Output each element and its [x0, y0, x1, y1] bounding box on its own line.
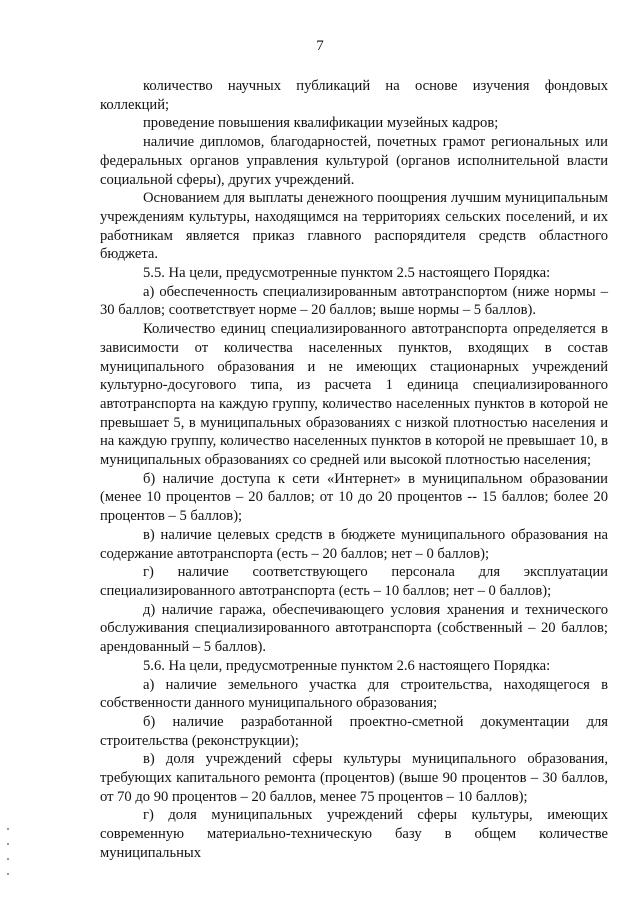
paragraph: проведение повышения квалификации музейных кадров;: [143, 115, 499, 132]
paragraph: 5.6. На цели, предусмотренные пунктом 2.6 настоящего Порядка:: [143, 657, 551, 674]
paragraph: Основанием для выплаты денежного поощрения лучшим муниципальным учреждениям культуры, находящимся на территориях сельских поселений, и их работникам является приказ главного распорядителя средств областного бюджета.: [100, 190, 608, 263]
scan-dot: [7, 843, 9, 845]
paragraph: а) наличие земельного участка для строительства, находящегося в собственности данного муниципального образования;: [100, 676, 608, 712]
paragraph: а) обеспеченность специализированным автотранспортом (ниже нормы – 30 баллов; соответствует норме – 20 баллов; выше нормы – 5 баллов).: [100, 283, 608, 319]
paragraph: б) наличие разработанной проектно-сметной документации для строительства (реконструкции);: [100, 713, 608, 749]
scan-margin-marks: [5, 828, 11, 888]
paragraph: Количество единиц специализированного автотранспорта определяется в зависимости от количества населенных пунктов, входящих в состав муниципального образования и не имеющих стационарных учреждений культурно-досугового типа, из расчета 1 единица специализированного автотранспорта на каждую группу, количество населенных пунктов в которой не превышает 5, в муниципальных образованиях с низкой плотностью населения и на каждую группу, количество населенных пунктов в которой не превышает 10, в муниципальных образованиях со средней или высокой плотностью населения;: [100, 321, 608, 469]
page-number: 7: [316, 38, 324, 54]
scan-dot: [7, 828, 9, 830]
paragraph: наличие дипломов, благодарностей, почетных грамот региональных или федеральных органов управления культурой (органов исполнительной власти социальной сферы), других учреждений.: [100, 134, 608, 188]
paragraph: б) наличие доступа к сети «Интернет» в муниципальном образовании (менее 10 процентов – 20 баллов; от 10 до 20 процентов -- 15 баллов; более 20 процентов – 5 баллов);: [100, 470, 608, 525]
paragraph: в) доля учреждений сферы культуры муниципального образования, требующих капитального ремонта (процентов) (выше 90 процентов – 30 баллов, от 70 до 90 процентов – 20 баллов, менее 75 процентов – 10 баллов);: [100, 751, 608, 805]
paragraph: в) наличие целевых средств в бюджете муниципального образования на содержание автотранспорта (есть – 20 баллов; нет – 0 баллов);: [100, 526, 608, 562]
paragraph: д) наличие гаража, обеспечивающего условия хранения и технического обслуживания специализированного автотранспорта (собственный – 20 баллов; арендованный – 5 баллов).: [100, 601, 608, 656]
paragraph: количество научных публикаций на основе изучения фондовых коллекций;: [100, 78, 608, 113]
paragraph: 5.5. На цели, предусмотренные пунктом 2.5 настоящего Порядка:: [143, 265, 551, 282]
document-body: [100, 77, 608, 863]
paragraph: г) наличие соответствующего персонала для эксплуатации специализированного автотранспорта (есть – 10 баллов; нет – 0 баллов);: [100, 564, 608, 599]
paragraph: г) доля муниципальных учреждений сферы культуры, имеющих современную материально-техническую базу в общем количестве муниципальных: [100, 807, 608, 861]
scan-dot: [7, 873, 9, 875]
scan-dot: [7, 858, 9, 860]
